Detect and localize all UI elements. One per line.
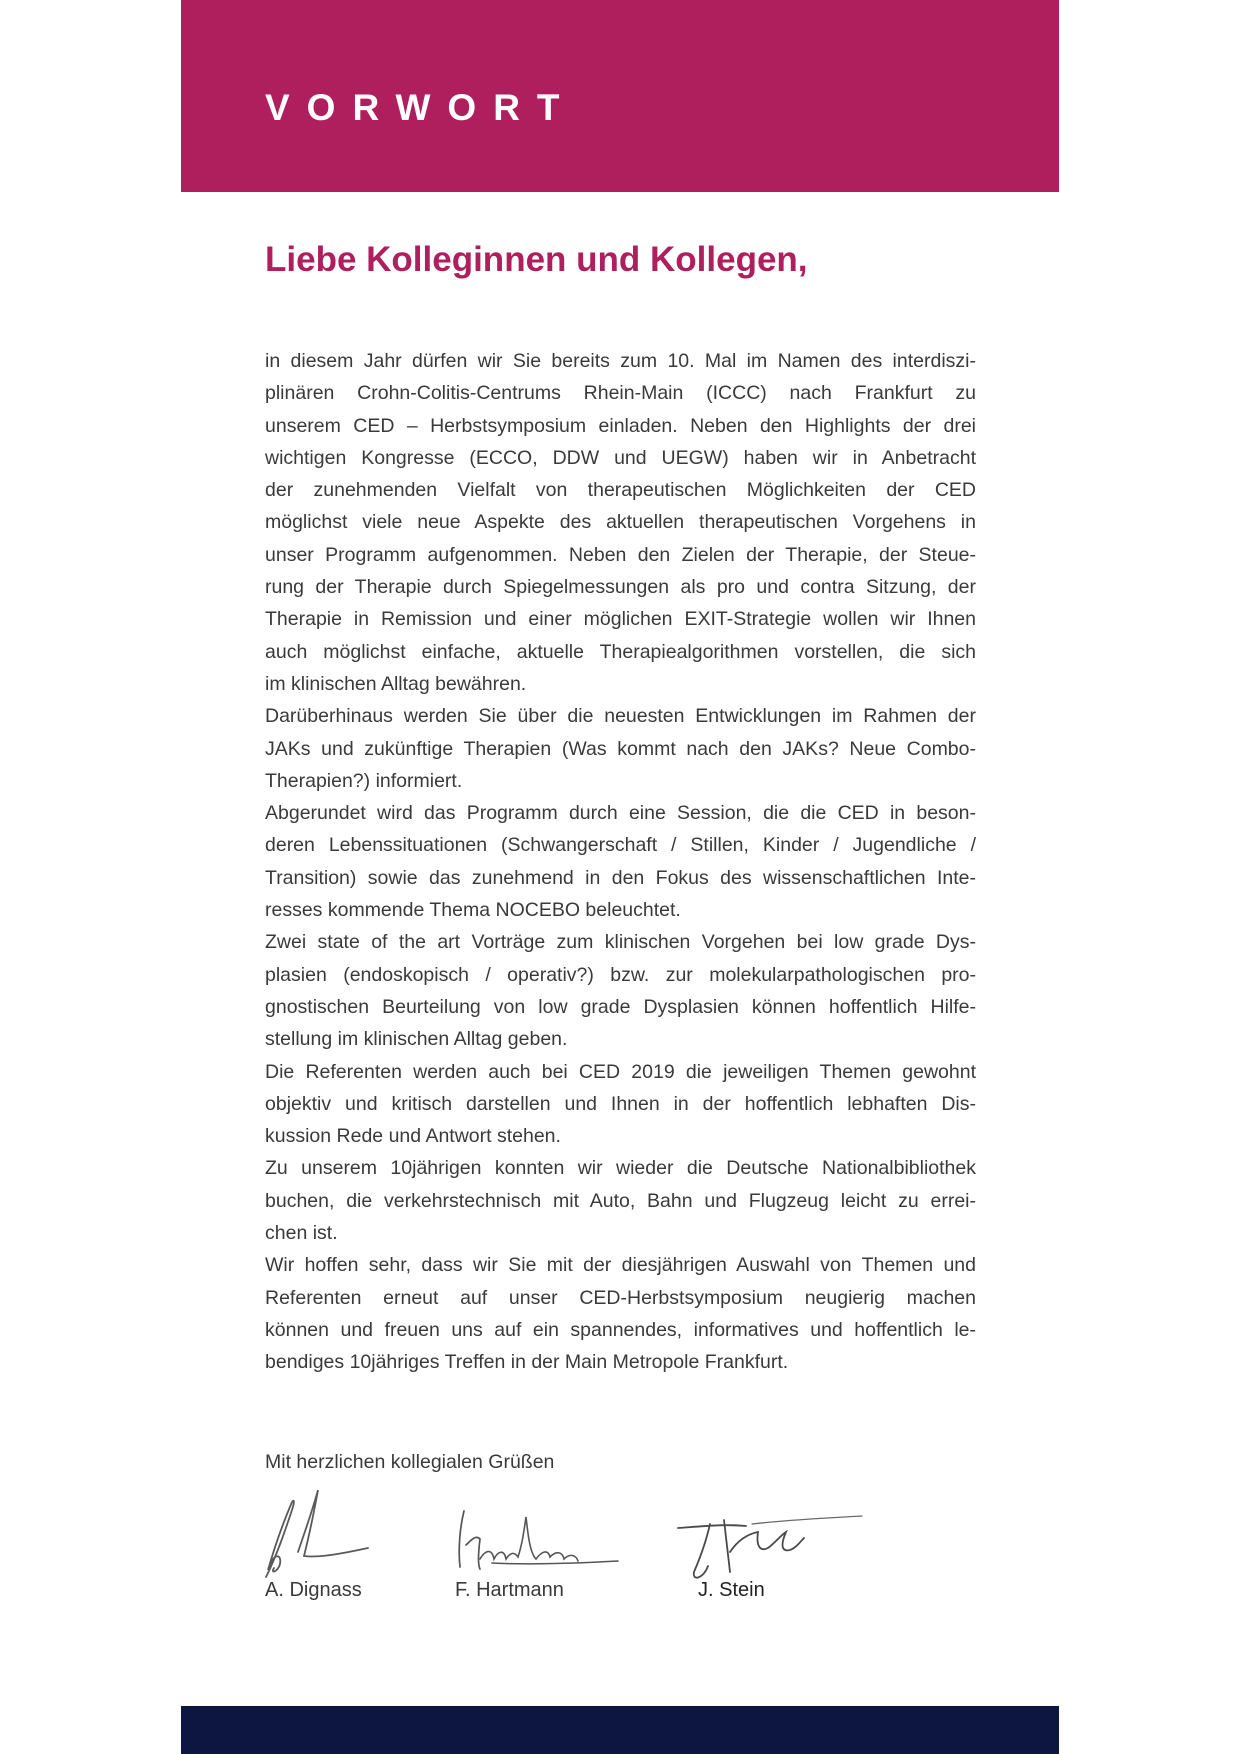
body-line: Therapie in Remission und einer möglichen EXIT-Strategie wollen wir Ihnen <box>265 608 976 631</box>
body-line: Referenten erneut auf unser CED-Herbstsymposium neugierig machen <box>265 1286 976 1309</box>
body-line: buchen, die verkehrstechnisch mit Auto, Bahn und Flugzeug leicht zu errei- <box>265 1189 976 1212</box>
body-line: objektiv und kritisch darstellen und Ihnen in der hoffentlich lebhaften Dis- <box>265 1092 976 1115</box>
body-line: gnostischen Beurteilung von low grade Dysplasien können hoffentlich Hilfe- <box>265 995 976 1018</box>
salutation-heading: Liebe Kolleginnen und Kollegen, <box>265 240 808 279</box>
closing-line: Mit herzlichen kollegialen Grüßen <box>265 1451 555 1473</box>
body-line: plasien (endoskopisch / operativ?) bzw. zur molekularpathologischen pro- <box>265 963 976 986</box>
signatory-name: F. Hartmann <box>455 1579 564 1601</box>
body-line: können und freuen uns auf ein spannendes, informatives und hoffentlich le- <box>265 1318 976 1341</box>
body-line: auch möglichst einfache, aktuelle Therapiealgorithmen vorstellen, die sich <box>265 640 976 663</box>
body-line: plinären Crohn-Colitis-Centrums Rhein-Main (ICCC) nach Frankfurt zu <box>265 382 976 405</box>
body-line: Die Referenten werden auch bei CED 2019 die jeweiligen Themen gewohnt <box>265 1060 976 1083</box>
body-line: Therapien?) informiert. <box>265 769 463 792</box>
body-line: unserem CED – Herbstsymposium einladen. Neben den Highlights der drei <box>265 414 976 437</box>
body-line: Abgerundet wird das Programm durch eine Session, die die CED in beson- <box>265 802 976 825</box>
body-line: in diesem Jahr dürfen wir Sie bereits zum 10. Mal im Namen des interdiszi- <box>265 350 976 372</box>
signatory-name: A. Dignass <box>265 1579 362 1601</box>
header-band <box>181 0 1059 192</box>
body-line: Zwei state of the art Vorträge zum klinischen Vorgehen bei low grade Dys- <box>265 931 976 954</box>
body-line: im klinischen Alltag bewähren. <box>265 672 527 695</box>
body-line: bendiges 10jähriges Treffen in der Main Metropole Frankfurt. <box>265 1351 789 1374</box>
body-line: deren Lebenssituationen (Schwangerschaft / Stillen, Kinder / Jugendliche / <box>265 834 976 857</box>
body-line: möglichst viele neue Aspekte des aktuellen therapeutischen Vorgehens in <box>265 511 976 534</box>
body-text <box>265 345 976 1379</box>
body-line: stellung im klinischen Alltag geben. <box>265 1028 568 1051</box>
body-line: kussion Rede und Antwort stehen. <box>265 1125 561 1148</box>
signature-dignass <box>258 1482 378 1582</box>
body-line: Wir hoffen sehr, dass wir Sie mit der diesjährigen Auswahl von Themen und <box>265 1254 976 1277</box>
body-line: der zunehmenden Vielfalt von therapeutischen Möglichkeiten der CED <box>265 479 976 502</box>
footer-band <box>181 1706 1059 1754</box>
body-line: resses kommende Thema NOCEBO beleuchtet. <box>265 899 681 922</box>
signature-hartmann <box>452 1505 622 1575</box>
body-line: Darüberhinaus werden Sie über die neuesten Entwicklungen im Rahmen der <box>265 705 976 728</box>
body-line: wichtigen Kongresse (ECCO, DDW und UEGW) haben wir in Anbetracht <box>265 446 976 469</box>
body-line: rung der Therapie durch Spiegelmessungen als pro und contra Sitzung, der <box>265 576 976 599</box>
signatory-name: J. Stein <box>698 1579 765 1601</box>
body-line: Transition) sowie das zunehmend in den Fokus des wissenschaftlichen Inte- <box>265 866 976 889</box>
page-title: VORWORT <box>265 87 577 128</box>
body-line: chen ist. <box>265 1222 338 1245</box>
body-line: JAKs und zukünftige Therapien (Was kommt nach den JAKs? Neue Combo- <box>265 737 976 760</box>
body-line: Zu unserem 10jährigen konnten wir wieder die Deutsche Nationalbibliothek <box>265 1157 976 1180</box>
body-line: unser Programm aufgenommen. Neben den Zielen der Therapie, der Steue- <box>265 543 976 566</box>
